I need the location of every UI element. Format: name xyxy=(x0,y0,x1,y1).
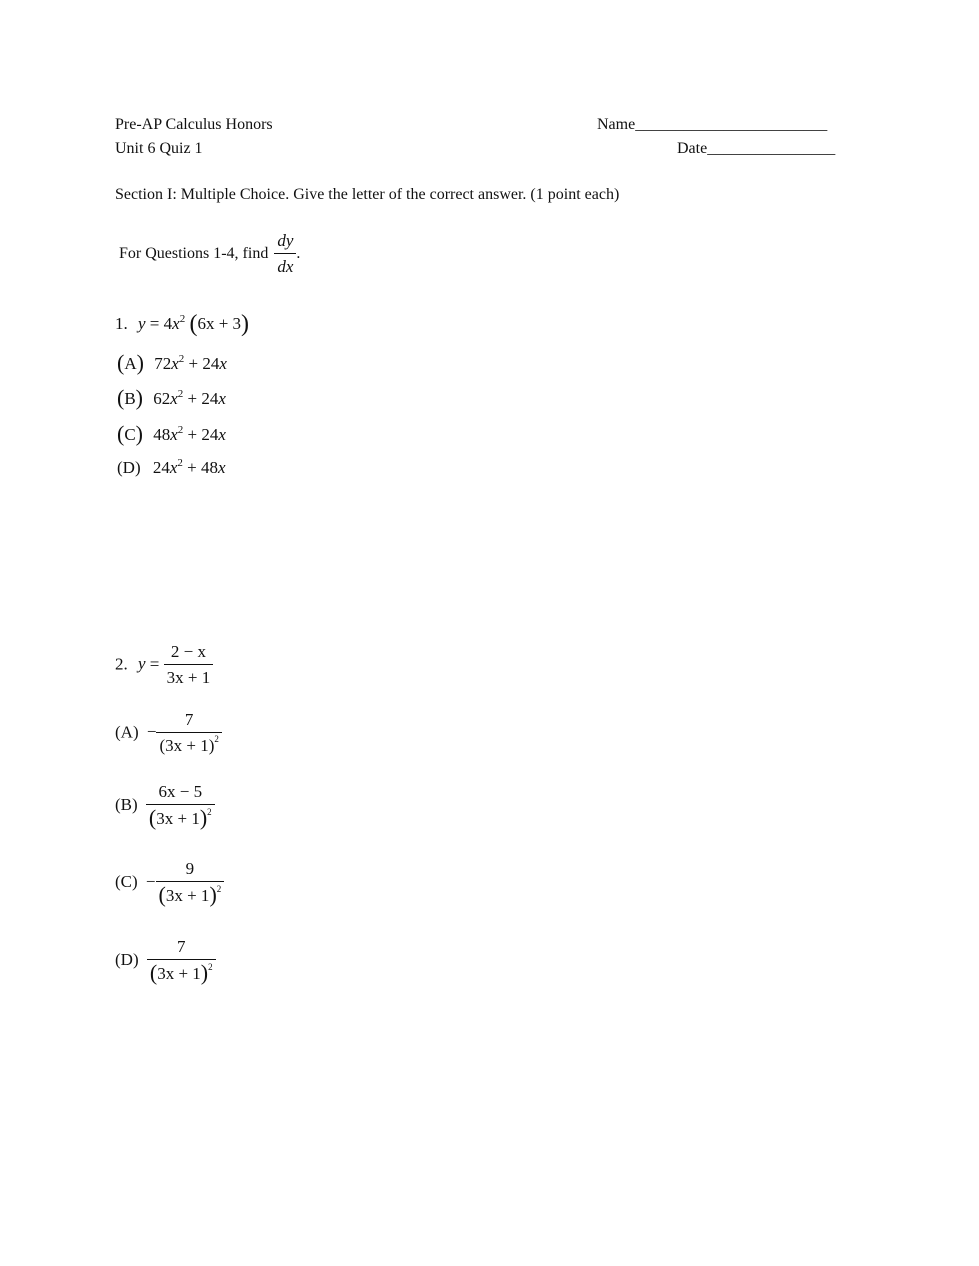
choice-exponent: 2 xyxy=(216,884,222,894)
function-numerator: 2 − x xyxy=(164,643,214,665)
section-instructions: Section I: Multiple Choice. Give the letter of the correct answer. (1 point each) xyxy=(115,186,620,203)
choice-rest: + 24 xyxy=(183,425,219,444)
derivative-numerator: dy xyxy=(274,232,296,254)
choice-sign: − xyxy=(146,722,157,742)
choice-sign: − xyxy=(145,871,156,891)
choice-x2: x xyxy=(219,354,227,373)
function-y: y xyxy=(138,314,146,333)
choice-x2: x xyxy=(218,425,226,444)
function-x: x xyxy=(172,314,180,333)
function-denominator: 3x + 1 xyxy=(166,668,211,687)
choice-x: x xyxy=(170,389,178,408)
function-coef: 4 xyxy=(163,314,173,333)
choice-fraction xyxy=(156,711,221,756)
choice-exp: 2 xyxy=(177,457,183,469)
choice-denominator: (3x + 1) xyxy=(159,736,215,755)
q1-choice-b: (B) $62x^2 + 24x$ xyxy=(117,385,226,410)
choice-numerator: 9 xyxy=(156,860,225,882)
function-inner: 6x + 3 xyxy=(197,314,242,333)
choice-exp: 2 xyxy=(177,388,184,400)
choice-numerator: 7 xyxy=(156,711,221,733)
intro-text: For Questions 1-4, find xyxy=(119,245,269,263)
quiz-title: Unit 6 Quiz 1 xyxy=(115,140,203,157)
choice-numerator: 6x − 5 xyxy=(146,783,215,805)
choice-coef: 72 xyxy=(154,354,172,373)
q2-choice-b xyxy=(115,783,215,829)
choice-coef: 24 xyxy=(152,458,170,477)
choice-x2: x xyxy=(218,458,226,477)
q2-choice-d xyxy=(115,938,216,984)
choice-rest: + 24 xyxy=(183,389,219,408)
questions-intro xyxy=(119,232,300,277)
choice-letter: B xyxy=(124,389,136,408)
choice-denominator: 3x + 1 xyxy=(157,964,201,983)
name-field: Name________________________ xyxy=(597,116,828,133)
question-1: 1. $y = 4x^2$ (6x + 3) xyxy=(115,311,250,337)
choice-label: (A) xyxy=(115,722,139,742)
choice-coef: 48 xyxy=(153,425,171,444)
choice-fraction: $\frac{6x - 5}{(3x + 1)^2}$ xyxy=(146,783,215,829)
choice-denominator: 3x + 1 xyxy=(165,886,210,905)
choice-label: (B) xyxy=(115,794,138,814)
choice-x: x xyxy=(169,458,178,477)
course-title: Pre-AP Calculus Honors xyxy=(115,116,273,133)
choice-label: (D) xyxy=(115,949,139,969)
question-number: 2. xyxy=(115,654,128,674)
choice-x: x xyxy=(171,354,179,373)
choice-exponent: 2 xyxy=(207,807,212,817)
q1-choice-d: (D) $24x^2 + 48x$ xyxy=(117,457,226,477)
choice-exp: 2 xyxy=(178,353,185,365)
function-y: y xyxy=(138,654,146,674)
choice-label: (C) xyxy=(115,871,138,891)
choice-coef: 62 xyxy=(153,389,171,408)
date-field: Date________________ xyxy=(677,140,836,157)
choice-rest: + 48 xyxy=(182,458,219,477)
q1-choice-a: (A) $72x^2 + 24x$ xyxy=(117,350,227,375)
choice-letter: A xyxy=(124,354,137,373)
choice-exponent: 2 xyxy=(214,734,219,744)
choice-numerator: 7 xyxy=(147,938,216,960)
choice-x: x xyxy=(170,425,178,444)
intro-period: . xyxy=(296,245,301,263)
choice-denominator: 3x + 1 xyxy=(156,809,200,828)
function-exponent: 2 xyxy=(179,313,186,325)
question-number: 1. xyxy=(115,314,128,333)
choice-letter: D xyxy=(122,458,135,477)
q2-choice-a xyxy=(115,711,222,756)
choice-x2: x xyxy=(218,389,226,408)
q2-choice-c xyxy=(115,860,224,906)
derivative-denominator: dx xyxy=(277,257,294,276)
choice-exponent: 2 xyxy=(208,962,213,972)
question-2: 2. y = $\frac{2 - x}{3x + 1}$ xyxy=(115,643,213,688)
choice-exp: 2 xyxy=(177,424,184,436)
choice-fraction: $\frac{9}{(3x + 1)^2}$ xyxy=(156,860,225,906)
derivative-fraction xyxy=(274,232,296,277)
choice-fraction: $\frac{7}{(3x + 1)^2}$ xyxy=(147,938,216,984)
choice-rest: + 24 xyxy=(184,354,220,373)
choice-letter: C xyxy=(124,425,136,444)
function-fraction xyxy=(164,643,214,688)
q1-choice-c: (C) $48x^2 + 24x$ xyxy=(117,421,226,446)
